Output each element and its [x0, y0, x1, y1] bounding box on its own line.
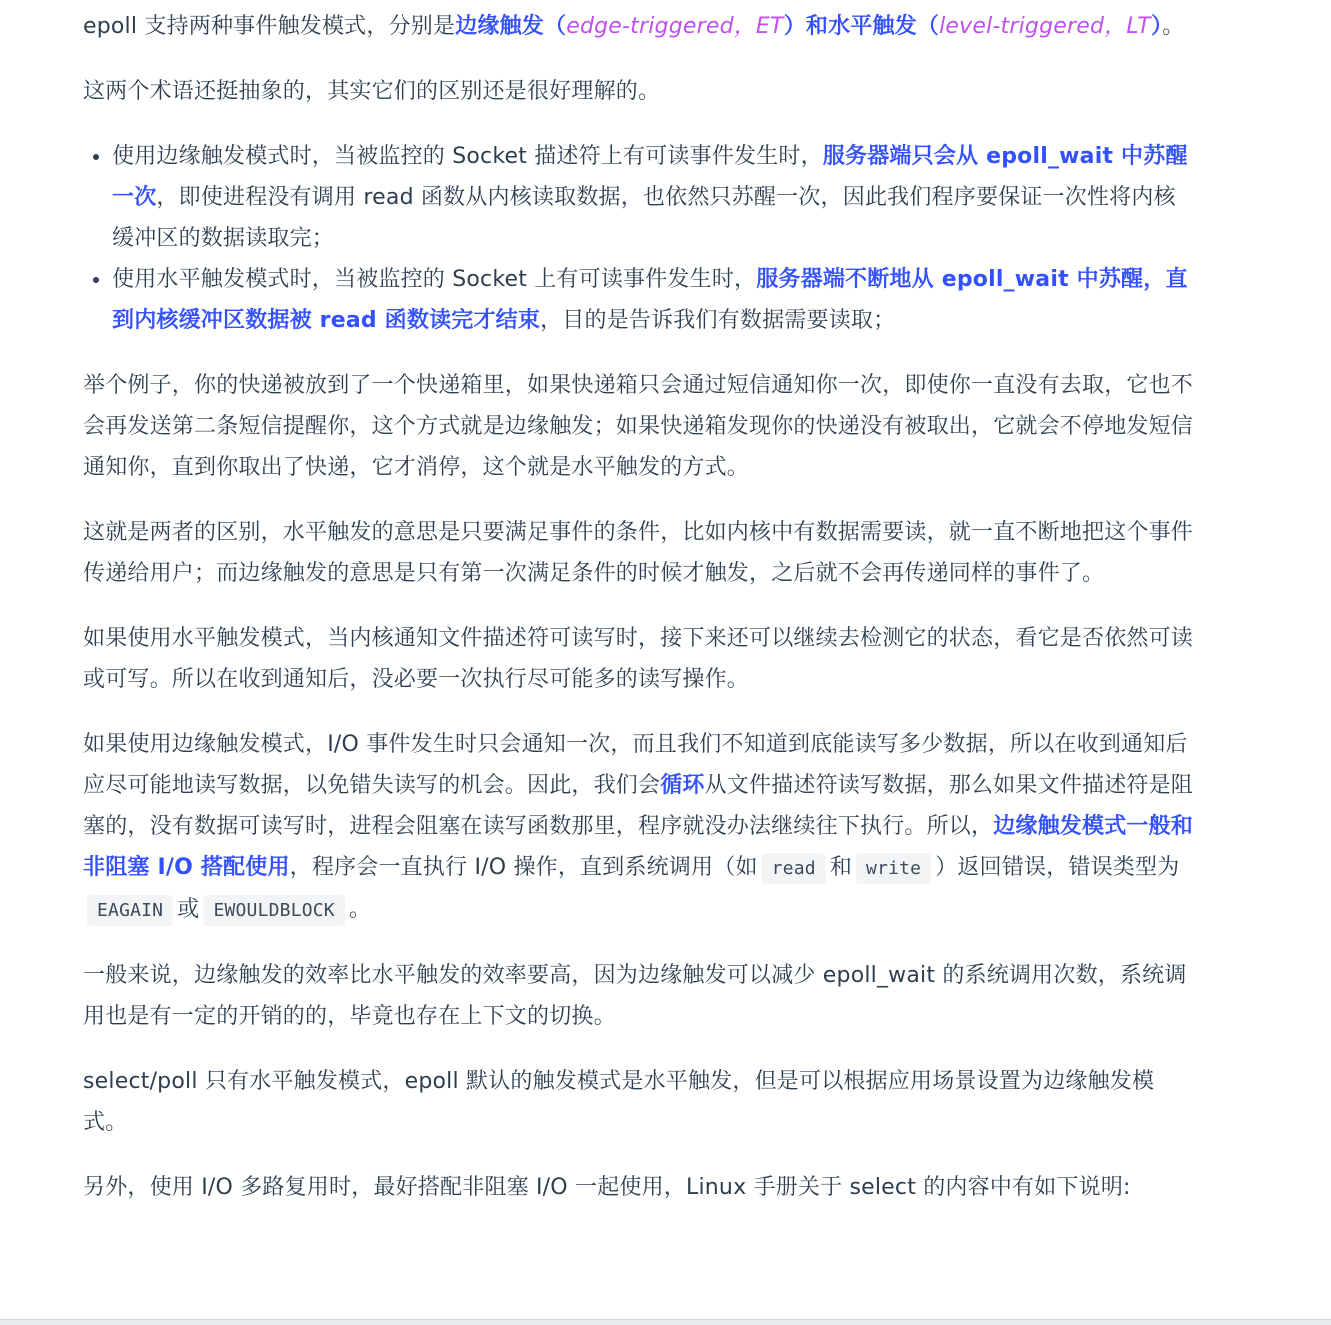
bullet-list: [83, 136, 1193, 341]
strong-text: 服务器端不断地从 epoll_wait 中苏醒，直到内核缓冲区数据被 read 函数读完才结束: [112, 267, 1188, 333]
article-content: [83, 6, 1193, 1232]
text: ）返回错误，错误类型为: [935, 855, 1180, 880]
paragraph-difference: 这就是两者的区别，水平触发的意思是只要满足事件的条件，比如内核中有数据需要读，就一直不断地把这个事件传递给用户；而边缘触发的意思是只有第一次满足条件的时候才触发，之后就不会再传递同样的事件了。: [83, 520, 1194, 586]
inline-code-read: read: [762, 853, 826, 884]
text: 如果使用边缘触发模式，I/O 事件发生时只会通知一次，而且我们不知道到底能读写多少数据，所以在收到通知后应尽可能地读写数据，以免错失读写的机会。因此，我们会: [83, 732, 1188, 798]
text: 从文件描述符读写数据，那么如果文件描述符是阻塞的，没有数据可读写时，进程会阻塞在读写函数那里，程序就没办法继续往下执行。所以，: [83, 773, 1194, 839]
paragraph-example: 举个例子，你的快递被放到了一个快递箱里，如果快递箱只会通过短信通知你一次，即使你一直没有去取，它也不会再发送第二条短信提醒你，这个方式就是边缘触发；如果快递箱发现你的快递没有被取出，它就会不停地发短信通知你，直到你取出了快递，它才消停，这个就是水平触发的方式。: [83, 373, 1194, 480]
paragraph-efficiency: 一般来说，边缘触发的效率比水平触发的效率要高，因为边缘触发可以减少 epoll_wait 的系统调用次数，系统调用也是有一定的开销的的，毕竟也存在上下文的切换。: [83, 963, 1187, 1029]
text: 。: [348, 897, 372, 922]
list-item-level-triggered: [112, 259, 1193, 341]
text: 和: [829, 855, 853, 880]
paragraph-trigger-modes: [83, 6, 1193, 47]
text: 或: [177, 897, 200, 922]
strong-text: 边缘触发模式一般和非阻塞 I/O 搭配使用: [83, 814, 1194, 880]
strong-text: ）: [1150, 14, 1163, 39]
paragraph-linux-manual: 另外，使用 I/O 多路复用时，最好搭配非阻塞 I/O 一起使用，Linux 手册关于 select 的内容中有如下说明:: [83, 1175, 1131, 1200]
emphasis-text: edge-triggered，ET: [566, 14, 784, 39]
paragraph-select-poll: select/poll 只有水平触发模式，epoll 默认的触发模式是水平触发，但是可以根据应用场景设置为边缘触发模式。: [83, 1069, 1155, 1135]
horizontal-scrollbar[interactable]: [0, 1319, 1331, 1325]
strong-text: 循环: [660, 773, 705, 798]
inline-code-ewouldblock: EWOULDBLOCK: [203, 895, 344, 926]
text: ，即使进程没有调用 read 函数从内核读取数据，也依然只苏醒一次，因此我们程序要保证一次性将内核缓冲区的数据读取完；: [112, 185, 1176, 251]
text: 使用边缘触发模式时，当被监控的 Socket 描述符上有可读事件发生时，: [112, 144, 823, 169]
paragraph-intro: 这两个术语还挺抽象的，其实它们的区别还是很好理解的。: [83, 79, 661, 104]
text: epoll 支持两种事件触发模式，分别是: [83, 14, 456, 39]
strong-text: 边缘触发（: [455, 14, 567, 39]
list-item-edge-triggered: [112, 136, 1193, 259]
inline-code-write: write: [856, 853, 931, 884]
inline-code-eagain: EAGAIN: [87, 895, 173, 926]
paragraph-edge-triggered-usage: [83, 724, 1193, 931]
strong-text: ）和水平触发（: [783, 14, 940, 39]
text: 使用水平触发模式时，当被监控的 Socket 上有可读事件发生时，: [112, 267, 757, 292]
emphasis-text: level-triggered，LT: [939, 14, 1151, 39]
text: ，程序会一直执行 I/O 操作，直到系统调用（如: [289, 855, 758, 880]
strong-text: 服务器端只会从 epoll_wait 中苏醒一次: [112, 144, 1188, 210]
paragraph-level-triggered-usage: 如果使用水平触发模式，当内核通知文件描述符可读写时，接下来还可以继续去检测它的状态，看它是否依然可读或可写。所以在收到通知后，没必要一次执行尽可能多的读写操作。: [83, 626, 1194, 692]
text: 。: [1162, 14, 1185, 39]
text: ，目的是告诉我们有数据需要读取；: [540, 308, 896, 333]
